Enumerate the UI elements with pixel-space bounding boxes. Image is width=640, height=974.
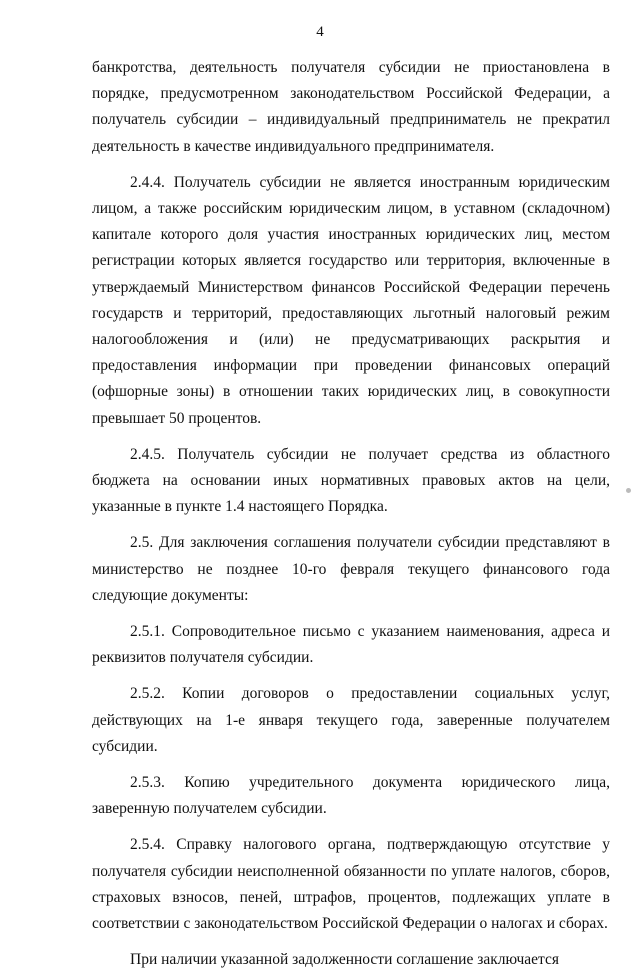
paragraph-2-4-4: 2.4.4. Получатель субсидии не является иностранным юридическим лицом, а также российским юридическим лицом, в уставном (складочном) капитале которого доля участия иностранных юридических лиц, местом регистрации которых является государство или территория, включенные в утверждаемый Министерством финансов Российской Федерации перечень государств и территорий, предоставляющих льготный налоговый режим налогообложения и (или) не предусматривающих раскрытия и предоставления информации при проведении финансовых операций (офшорные зоны) в отношении таких юридических лиц, в совокупности превышает 50 процентов. [92, 173, 610, 427]
paragraph-continuation: банкротства, деятельность получателя субсидии не приостановлена в порядке, предусмотренном законодательством Российской Федерации, а получатель субсидии – индивидуальный предприниматель не прекратил деятельность в качестве индивидуального предпринимателя. [92, 59, 610, 155]
paragraph-2-5-4: 2.5.4. Справку налогового органа, подтверждающую отсутствие у получателя субсидии неисполненной обязанности по уплате налогов, сборов, страховых взносов, пеней, штрафов, процентов, подлежащих уплате в соответствии с законодательством Российской Федерации о налогах и сборах. [92, 836, 610, 933]
document-body [92, 55, 610, 974]
paragraph-2-5-3: 2.5.3. Копию учредительного документа юридического лица, заверенную получателем субсидии. [92, 774, 610, 818]
scan-dot-mark [626, 488, 631, 493]
paragraph-2-4-5: 2.4.5. Получатель субсидии не получает средства из областного бюджета на основании иных нормативных правовых актов на цели, указанные в пункте 1.4 настоящего Порядка. [92, 445, 610, 516]
paragraph-2-5-2: 2.5.2. Копии договоров о предоставлении социальных услуг, действующих на 1-е января текущего года, заверенные получателем субсидии. [92, 685, 610, 755]
page-number: 4 [316, 24, 324, 40]
paragraph-2-5-1: 2.5.1. Сопроводительное письмо с указанием наименования, адреса и реквизитов получателя субсидии. [92, 623, 610, 667]
paragraph-2-5: 2.5. Для заключения соглашения получатели субсидии представляют в министерство не позднее 10-го февраля текущего финансового года следующие документы: [92, 534, 610, 604]
paragraph-last: При наличии указанной задолженности соглашение заключается [130, 951, 560, 969]
